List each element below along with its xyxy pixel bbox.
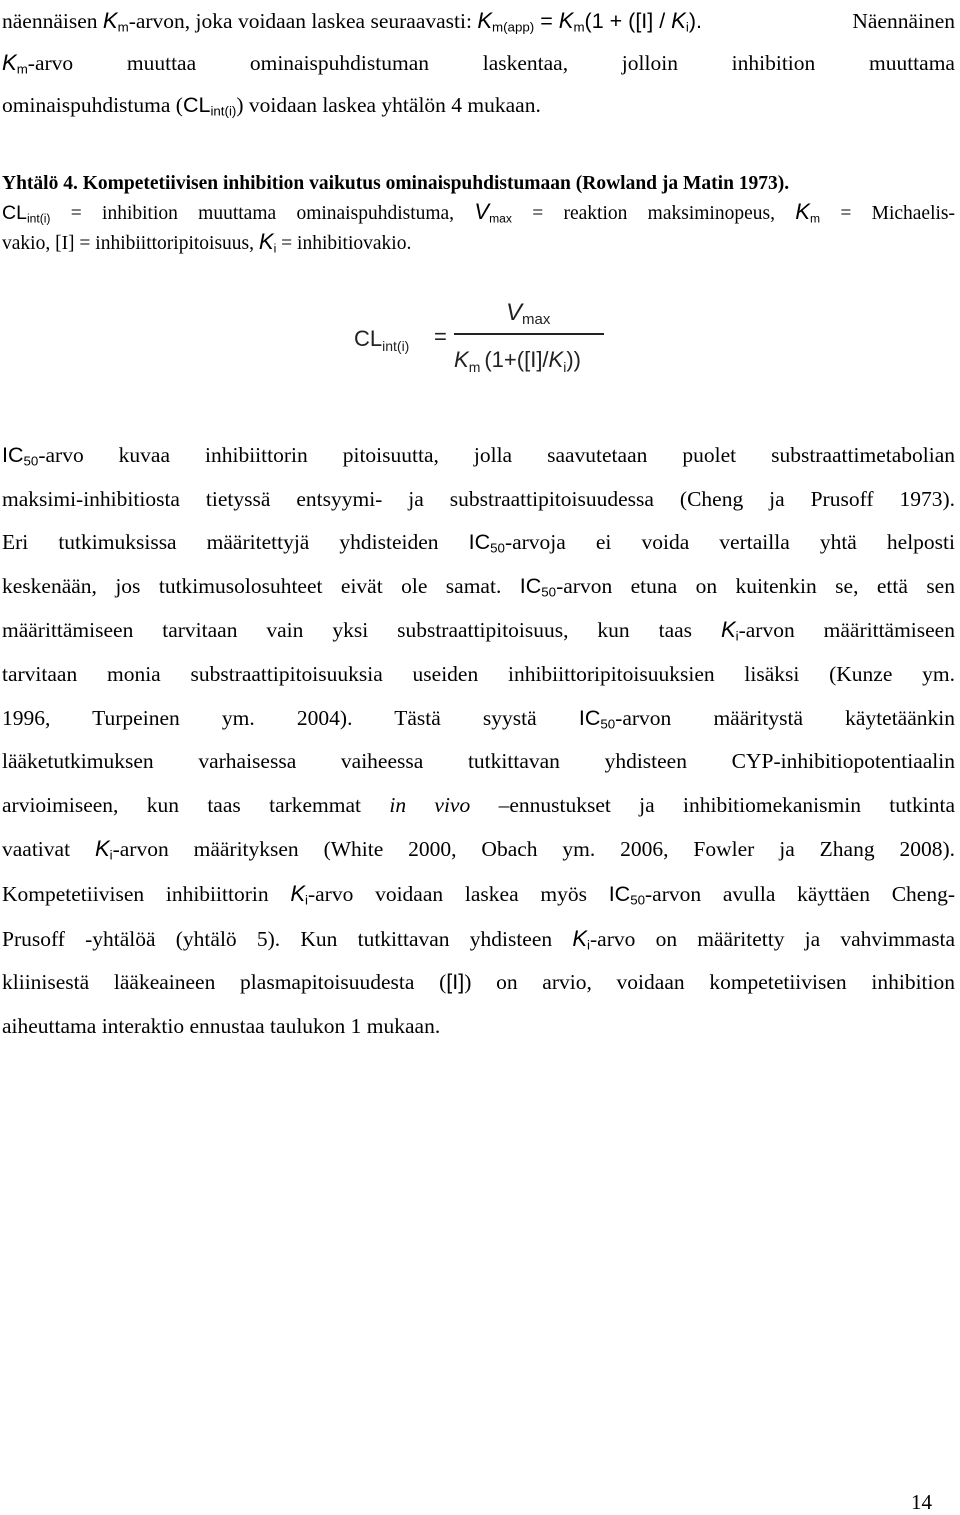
ki-subscript: i <box>587 937 591 953</box>
ki-subscript: i <box>305 892 308 908</box>
ic50-subscript: 50 <box>490 540 505 556</box>
text-span: kliinisestä lääkeaineen plasmapitoisuudesta ( <box>2 970 447 995</box>
text-span: ) on arvio, voidaan kompetetiivisen inhibition <box>464 970 955 995</box>
text-span: näennäisen <box>2 9 103 33</box>
text-span: vaativat <box>2 837 95 862</box>
text-span: Näennäinen <box>852 9 955 33</box>
cl-subscript: int(i) <box>210 103 237 119</box>
ic50-subscript: 50 <box>600 716 616 732</box>
text-span: määrittämiseen tarvitaan vain yksi substraattipitoisuus, kun taas <box>2 618 721 643</box>
paragraph-2-line-7 <box>2 697 955 741</box>
text-span: -arvo kuvaa inhibiittorin pitoisuutta, jolla saavutetaan puolet substraattimetabolian <box>38 443 955 467</box>
equation-4-formula <box>354 296 614 380</box>
ic50-symbol: IC <box>578 705 601 730</box>
km-symbol: K <box>102 8 118 33</box>
word: muuttama <box>868 51 955 75</box>
formula-equals: = <box>434 324 447 349</box>
expression-close: ). <box>688 9 702 33</box>
text-span: arvioimiseen, kun taas tarkemmat <box>2 792 390 817</box>
paragraph-1-line-3 <box>2 84 955 126</box>
equation-caption <box>2 170 955 258</box>
text-span: -arvo voidaan laskea myös <box>307 881 609 906</box>
text-span: = inhibition muuttama ominaispuhdistuma, <box>50 203 475 224</box>
paragraph-2-line-5 <box>2 608 955 653</box>
paragraph-2-line-3 <box>2 521 955 565</box>
ic50-symbol: IC <box>2 443 24 467</box>
ic50-subscript: 50 <box>23 453 39 469</box>
paragraph-2-line-8 <box>2 740 955 784</box>
caption-title: Yhtälö 4. Kompetetiivisen inhibition vaikutus ominaispuhdistumaan (Rowland ja Matin 1973). <box>2 173 790 194</box>
caption-line-3 <box>2 228 955 258</box>
text-span: = reaktion maksiminopeus, <box>511 203 796 224</box>
text-span: tarvitaan monia substraattipitoisuuksia useiden inhibiittoripitoisuuksien lisäksi (Kunze ym. <box>2 661 955 686</box>
formula-denominator: $K_m$ $(1+([I]/K_i))$ <box>454 347 582 375</box>
ic50-subscript: 50 <box>541 584 557 600</box>
km-symbol: K <box>2 50 17 75</box>
word: -arvo <box>27 51 74 75</box>
text-span: -arvon avulla käyttäen Cheng- <box>645 881 956 906</box>
v-symbol: V <box>474 199 490 224</box>
word: ominaispuhdistuman <box>249 51 430 75</box>
paragraph-2-line-11 <box>2 872 955 917</box>
expression: (1 + ([I] / <box>584 9 672 33</box>
text-span: -arvon, joka voidaan laskea seuraavasti: <box>128 9 478 33</box>
km-symbol: K <box>795 199 810 224</box>
text-span: -arvon määrityksen (White 2000, Obach ym. 2006, Fowler ja Zhang 2008). <box>112 837 955 862</box>
cl-symbol: CL <box>182 93 211 117</box>
text-span: aiheuttama interaktio ennustaa taulukon 1 mukaan. <box>2 1013 441 1038</box>
cl-subscript: int(i) <box>26 211 51 226</box>
equals-sign: = <box>534 9 559 33</box>
ki-symbol: K <box>671 8 686 33</box>
text-span: -arvon määritystä käytetäänkin <box>615 705 955 730</box>
paragraph-1 <box>2 0 955 126</box>
text-span: keskenään, jos tutkimusolosuhteet eivät ole samat. <box>2 573 520 598</box>
word: jolloin <box>621 51 678 75</box>
text-span: vakio, [I] = inhibiittoripitoisuus, <box>2 233 259 254</box>
text-span: lääketutkimuksen varhaisessa vaiheessa tutkittavan yhdisteen CYP-inhibitiopotentiaalin <box>2 749 955 774</box>
paragraph-2-line-6 <box>2 653 955 697</box>
text-span: -arvoja ei voida vertailla yhtä helposti <box>504 530 955 555</box>
km-subscript: m <box>16 61 28 77</box>
formula-numerator: Vmax <box>506 299 551 328</box>
ki-symbol: K <box>720 617 736 643</box>
v-subscript: max <box>489 211 512 226</box>
text-span: ominaispuhdistuma ( <box>2 93 183 117</box>
word: muuttaa <box>126 51 197 75</box>
text-span: = Michaelis- <box>820 203 956 224</box>
text-span: 1996, Turpeinen ym. 2004). Tästä syystä <box>2 705 579 730</box>
paragraph-2-line-4 <box>2 565 955 609</box>
cl-symbol: CL <box>2 202 27 224</box>
concentration-symbol: [I] <box>446 970 465 995</box>
ki-symbol: K <box>290 880 306 906</box>
ki-symbol: K <box>572 925 588 951</box>
paragraph-2-line-12 <box>2 917 955 962</box>
paragraph-1-line-1 <box>2 0 955 42</box>
ic50-symbol: IC <box>468 530 491 555</box>
text-span: Prusoff -yhtälöä (yhtälö 5). Kun tutkittavan yhdisteen <box>2 926 573 951</box>
ic50-subscript: 50 <box>630 892 646 908</box>
km-app-symbol: K <box>477 8 493 33</box>
ic50-symbol: IC <box>608 881 631 906</box>
km-symbol: K <box>558 8 574 33</box>
km-subscript: m <box>117 19 129 35</box>
text-span: = inhibitiovakio. <box>276 233 412 254</box>
text-span: Kompetetiivisen inhibiittorin <box>2 881 291 906</box>
ki-subscript: i <box>735 629 739 645</box>
ki-subscript: i <box>273 241 277 256</box>
text-span: ) voidaan laskea yhtälön 4 mukaan. <box>236 93 541 117</box>
ki-subscript: i <box>685 19 689 35</box>
paragraph-2-line-10 <box>2 827 955 872</box>
italic-term: in vivo <box>389 792 471 817</box>
word: laskentaa, <box>482 51 569 75</box>
km-app-subscript: m(app) <box>492 19 535 35</box>
page-number: 14 <box>911 1490 932 1514</box>
ic50-symbol: IC <box>519 573 542 598</box>
formula-lhs: $CL_{int(i)}$ <box>354 326 410 354</box>
paragraph-1-line-2 <box>2 42 955 84</box>
km-subscript: m <box>573 19 585 35</box>
paragraph-2-line-13 <box>2 961 955 1005</box>
paragraph-2 <box>2 434 955 1048</box>
text-span: -arvon määrittämiseen <box>738 618 955 643</box>
text-span: Eri tutkimuksissa määritettyjä yhdisteiden <box>2 530 469 555</box>
paragraph-2-line-14 <box>2 1005 955 1049</box>
text-span: -arvon etuna on kuitenkin se, että sen <box>556 573 955 598</box>
text-span: maksimi-inhibitiosta tietyssä entsyymi- ja substraattipitoisuudessa (Cheng ja Prusoff 1973). <box>2 486 955 511</box>
text-span: -arvo on määritetty ja vahvimmasta <box>590 926 956 951</box>
text-span: –ennustukset ja inhibitiomekanismin tutkinta <box>470 792 955 817</box>
caption-line-2 <box>2 198 955 228</box>
word: inhibition <box>731 51 816 75</box>
ki-symbol: K <box>258 229 274 254</box>
ki-symbol: K <box>94 836 110 862</box>
paragraph-2-line-9 <box>2 784 955 828</box>
paragraph-2-line-1 <box>2 434 955 478</box>
km-subscript: m <box>809 211 821 226</box>
ki-subscript: i <box>109 848 113 864</box>
paragraph-2-line-2 <box>2 478 955 522</box>
